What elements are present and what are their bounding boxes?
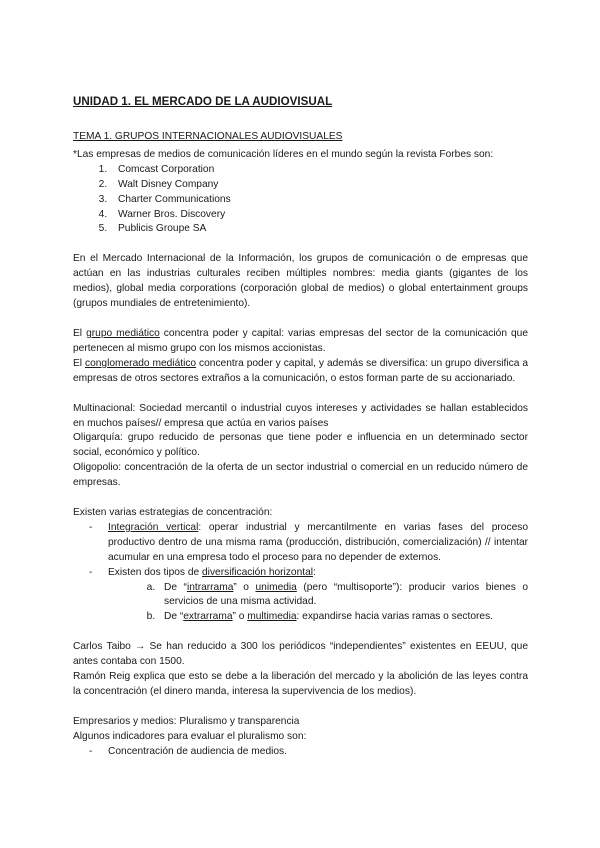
companies-list bbox=[73, 163, 528, 238]
list-item bbox=[158, 581, 528, 611]
horizontal-suffix: : bbox=[313, 566, 316, 578]
text-fragment: : expandirse hacia varias ramas o sectores. bbox=[296, 611, 493, 623]
list-item: 4. Warner Bros. Discovery bbox=[110, 208, 528, 223]
mercado-paragraph: En el Mercado Internacional de la Información, los grupos de comunicación o de empresas que actúan en las industrias culturales reciben múltiples nombres: media giants (gigantes de los medios), global media corporations (corporación global de medios) o global entertainment groups (grupos mundiales de entretenimiento). bbox=[73, 253, 528, 310]
unimedia-term: unimedia bbox=[255, 581, 297, 593]
diversificacion-horizontal-term: diversificación horizontal bbox=[202, 566, 313, 578]
text-fragment: (pero “multisoporte”): producir varios bienes o servicios de una misma actividad. bbox=[164, 581, 528, 608]
multinacional-paragraph: Multinacional: Sociedad mercantil o industrial cuyos intereses y actividades se hallan establecidos en muchos países// empresa que actúa en varios países bbox=[73, 402, 528, 429]
conglomerado-term: conglomerado mediático bbox=[85, 357, 197, 369]
document-page bbox=[73, 94, 528, 760]
list-item: 5. Publicis Groupe SA bbox=[110, 222, 528, 237]
list-item bbox=[73, 566, 528, 626]
text-fragment: De “ bbox=[164, 581, 187, 593]
list-item bbox=[158, 610, 528, 625]
estrategias-intro: Existen varias estrategias de concentración: bbox=[73, 507, 273, 519]
oligarquia-paragraph: Oligarquía: grupo reducido de personas que tiene poder e influencia en un determinado sector social, económico y político. bbox=[73, 432, 528, 459]
multimedia-term: multimedia bbox=[247, 611, 297, 623]
text-fragment: ” o bbox=[233, 581, 256, 593]
grupo-mediatico-term: grupo mediático bbox=[86, 327, 160, 339]
text-fragment: ” o bbox=[232, 611, 248, 623]
list-item: 2. Walt Disney Company bbox=[110, 178, 528, 193]
oligopolio-paragraph: Oligopolio: concentración de la oferta de un sector industrial o comercial en un reducido número de empresas. bbox=[73, 462, 528, 489]
reig-paragraph: Ramón Reig explica que esto se debe a la liberación del mercado y la abolición de las leyes contra la concentración (el dinero manda, interesa la supervivencia de los medios). bbox=[73, 671, 528, 697]
indicadores-list bbox=[73, 745, 528, 760]
intrarrama-term: intrarrama bbox=[186, 581, 234, 593]
list-item bbox=[73, 521, 528, 566]
conglomerado-text: concentra poder y capital, y además se diversifica: un grupo diversifica a empresas de otros sectores extraños a la comunicación, o estos forman parte de su accionariado. bbox=[73, 357, 528, 384]
grupo-text: concentra poder y capital: varias empresas del sector de la comunicación que pertenecen al mismo grupo con los mismos accionistas. bbox=[73, 327, 529, 354]
list-item: 1. Comcast Corporation bbox=[110, 163, 528, 178]
extrarrama-term: extrarrama bbox=[183, 611, 233, 623]
estrategias-list bbox=[73, 521, 528, 625]
grupo-mediatico-paragraph bbox=[73, 327, 528, 357]
horizontal-types-list bbox=[108, 581, 528, 626]
list-item: 3. Charter Communications bbox=[110, 193, 528, 208]
conglomerado-prefix: El bbox=[73, 357, 85, 369]
unit-title: UNIDAD 1. EL MERCADO DE LA AUDIOVISUAL bbox=[73, 95, 333, 108]
horizontal-prefix: Existen dos tipos de bbox=[108, 566, 203, 578]
taibo-paragraph: Carlos Taibo → Se han reducido a 300 los periódicos “independientes” existentes en EEUU, que antes contaba con 1500. bbox=[73, 641, 528, 668]
indicadores-intro: Algunos indicadores para evaluar el pluralismo son: bbox=[73, 730, 307, 742]
text-fragment: De “ bbox=[164, 611, 184, 623]
forbes-intro: *Las empresas de medios de comunicación líderes en el mundo según la revista Forbes son: bbox=[73, 148, 494, 160]
tema-title: TEMA 1. GRUPOS INTERNACIONALES AUDIOVISUALES bbox=[73, 131, 343, 142]
integracion-vertical-text: : operar industrial y mercantilmente en varias fases del proceso productivo dentro de una misma rama (producción, distribución, comercialización) // intentar acumular en una empresa todo el proceso para no depender de externos. bbox=[108, 521, 528, 563]
list-item: - Concentración de audiencia de medios. bbox=[73, 745, 528, 760]
grupo-prefix: El bbox=[73, 327, 87, 339]
integracion-vertical-term: Integración vertical bbox=[108, 521, 199, 533]
empresarios-heading: Empresarios y medios: Pluralismo y transparencia bbox=[73, 715, 300, 727]
conglomerado-paragraph bbox=[73, 357, 528, 387]
